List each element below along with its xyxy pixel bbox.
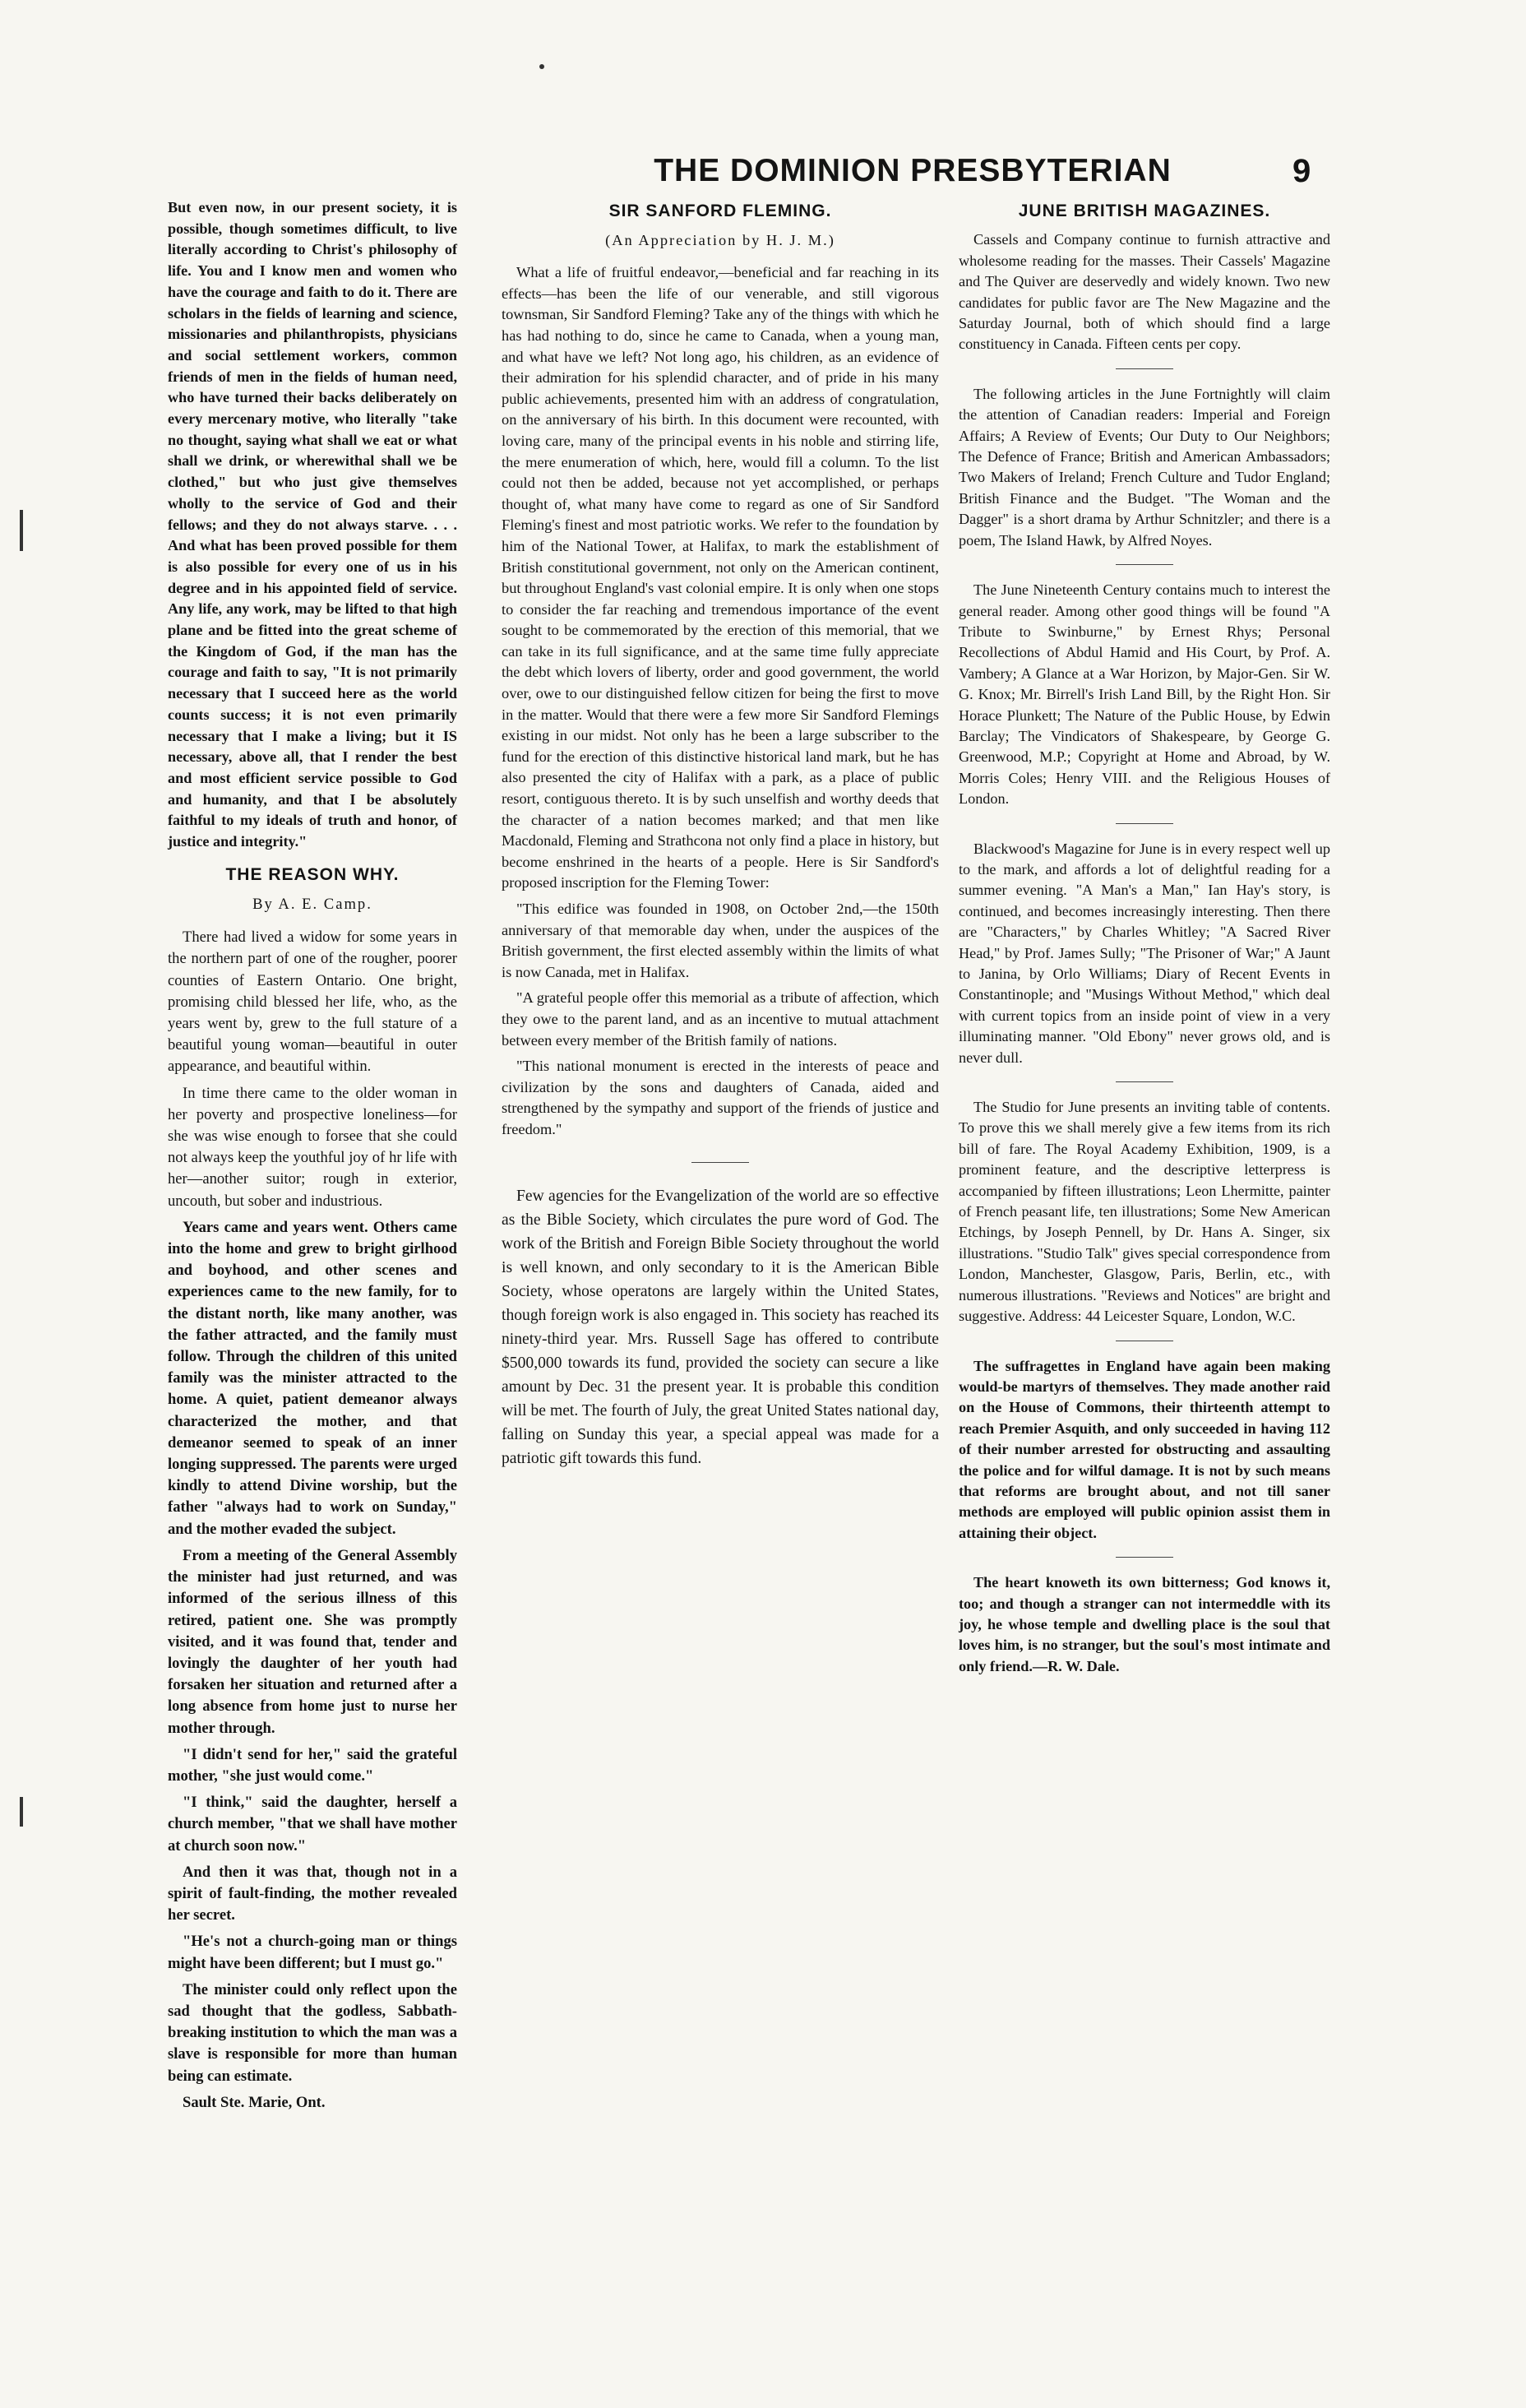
article-heading-magazines: JUNE BRITISH MAGAZINES. <box>1018 201 1271 220</box>
paragraph: From a meeting of the General Assembly the minister had just returned, and was informed of the serious illness of this retired, patient one. She was promptly visited, and it was found that, tender and lovingly the daughter of her youth had forsaken her situation and returned after a long absence from home just to nurse her mother through. <box>168 1546 457 1737</box>
article-heading-reason-why: THE REASON WHY. <box>225 864 400 884</box>
byline: (An Appreciation by H. J. M.) <box>605 231 835 248</box>
section-divider <box>1116 564 1173 565</box>
section-divider <box>1116 368 1173 369</box>
paragraph: And then it was that, though not in a spirit of fault-finding, the mother revealed her secret. <box>168 1863 457 1924</box>
section-divider <box>691 1162 749 1163</box>
scan-mark <box>20 1797 23 1827</box>
section-divider <box>1116 1557 1173 1558</box>
paragraph: The Studio for June presents an inviting table of contents. To prove this we shall merely give a few items from its rich bill of fare. The Royal Academy Exhibition, 1909, is a prominent feature, and the descriptive letterpress is accompanied by fifteen illustrations; Leon Lhermitte, painter of French peasant life, ten illustrations; Some New American Etchings, by Joseph Pennell, by Dr. Hans A. Singer, six illustrations. "Studio Talk" gives special correspondence from London, Manchester, Glasgow, Paris, Berlin, etc., with numerous illustrations. "Reviews and Notices" are bright and suggestive. Address: 44 Leicester Square, London, W.C. <box>959 1099 1330 1325</box>
paragraph: Blackwood's Magazine for June is in every respect well up to the mark, and affords a lot of delightful reading for a summer evening. "A Man's a Man," Ian Hay's story, is continued, and becomes increasingly interesting. Then there are "Characters," by Charles Whitley; "A Sacred River Head," by Prof. James Sully; "The Prisoner of War;" A Jaunt to Janina, by Orlo Williams; Diary of Recent Events in Constantinople; and "Musings Without Method," which deal with current topics from an inside point of view in a very illuminating manner. "Old Ebony" never grows old, and is never dull. <box>959 840 1330 1066</box>
section-divider <box>1116 1081 1173 1082</box>
paragraph: Few agencies for the Evangelization of the world are so effective as the Bible Society, which circulates the pure word of God. The work of the British and Foreign Bible Society throughout the world is well known, and only secondary to it is the American Bible Society, whose operatons are largely within the United States, though foreign work is also engaged in. This society has reached its ninety-third year. Mrs. Russell Sage has offered to contribute $500,000 towards its fund, provided the society can secure a like amount by Dec. 31 the present year. It is probable this condition will be met. The fourth of July, the great United States national day, falling on Sunday this year, a special appeal was made for a patriotic gift towards this fund. <box>502 1187 939 1467</box>
scan-mark <box>20 510 23 551</box>
paragraph: Cassels and Company continue to furnish attractive and wholesome reading for the masses. Their Cassels' Magazine and The Quiver are deservedly and widely known. Two new candidates for public favor are The New Magazine and the Saturday Journal, both of which should find a large constituency in Canada. Fifteen cents per copy. <box>959 231 1330 353</box>
paragraph: The heart knoweth its own bitterness; God knows it, too; and though a stranger can not intermeddle with its joy, he whose temple and dwelling place is the soul that loves him, is no stranger, but the soul's most intimate and only friend.—R. W. Dale. <box>959 1574 1330 1674</box>
paragraph: There had lived a widow for some years in the northern part of one of the rougher, poorer counties of Eastern Ontario. One bright, promising child blessed her life, who, as the years went by, grew to the full stature of a beautiful young woman—beautiful in outer appearance, and beautiful within. <box>168 928 457 1076</box>
column-right <box>959 197 1330 1682</box>
paragraph: What a life of fruitful endeavor,—beneficial and far reaching in its effects—has been the life of our venerable, and still vigorous townsman, Sir Sandford Fleming? Take any of the things with which he has had nothing to do, since he came to Canada, when a young man, and what have we left? Not long ago, his children, as an evidence of their admiration for his splendid character, and of pride in his many public achievements, presented him with an address of congratulation, on the anniversary of his birth. In this document were recounted, with loving care, many of the principal events in his noble and stirring life, the mere enumeration of which, here, would fill a column. To the list could not then be added, because not yet accomplished, or perhaps thought of, what many have come to regard as one of Sir Sandford Fleming's finest and most patriotic works. We refer to the foundation by him of the National Tower, at Halifax, to mark the establishment of British constitutional government, not only on the American continent, but throughout England's vast colonial empire. It is only when one stops to consider the far reaching and tremendous importance of the event sought to be commemorated by the erection of this memorial, that we can take in its full significance, and at the same time fully appreciate the debt which lovers of liberty, order and good government, the world over, owe to our distinguished fellow citizen for being the first to move in the matter. Would that there were a few more Sir Sandford Flemings existing in our midst. Not only has he been a large subscriber to the fund for the erection of this distinctive historical land mark, but he has also presented the city of Halifax with a park, as a place of public resort, contiguous thereto. It is by such unselfish and worthy deeds that the character of a nation becomes marked; and that men like Macdonald, Fleming and Strathcona not only find a place in history, but become enshrined in the hearts of a people. Here is Sir Sandford's proposed inscription for the Fleming Tower: <box>502 264 939 891</box>
paragraph: The following articles in the June Fortnightly will claim the attention of Canadian readers: Imperial and Foreign Affairs; A Review of Events; Our Duty to Our Neighbors; The Defence of France; British and American Ambassadors; Two Makers of Ireland; French Culture and Tudor England; British Finance and the Budget. "The Woman and the Dagger" is a short drama by Arthur Schnitzler; and there is a poem, The Island Hawk, by Alfred Noyes. <box>959 385 1330 549</box>
paragraph: "This edifice was founded in 1908, on October 2nd,—the 150th anniversary of that memorable day when, under the auspices of the British government, the first elected assembly within the limits of what is now Canada, met in Halifax. <box>502 901 939 980</box>
paragraph: "A grateful people offer this memorial as a tribute of affection, which they owe to the parent land, and as an incentive to mutual attachment between every member of the British family of nations. <box>502 989 939 1049</box>
masthead-title: THE DOMINION PRESBYTERIAN <box>654 153 1172 188</box>
scan-mark <box>539 64 544 69</box>
paragraph: "I think," said the daughter, herself a church member, "that we shall have mother at church soon now." <box>168 1794 457 1855</box>
paragraph: Years came and years went. Others came into the home and grew to bright girlhood and boyhood, and other scenes and experiences came to the new family, for to the distant north, like many another, was the father attracted, and the family must follow. Through the children of this united family was the minister attracted to the home. A quiet, patient demeanor always characterized the mother, and that demeanor seemed to speak of an inner longing suppressed. The parents were urged kindly to attend Divine worship, but the father "always had to work on Sunday," and the mother evaded the subject. <box>168 1218 457 1538</box>
column-middle <box>502 197 939 1475</box>
article-heading-fleming: SIR SANFORD FLEMING. <box>608 201 832 220</box>
paragraph: "I didn't send for her," said the grateful mother, "she just would come." <box>168 1745 457 1785</box>
paragraph: The minister could only reflect upon the sad thought that the godless, Sabbath-breaking institution to which the man was a slave is responsible for more than human being can estimate. <box>168 1980 457 2085</box>
paragraph: But even now, in our present society, it is possible, though sometimes difficult, to live literally according to Christ's philosophy of life. You and I know men and women who have the courage and faith to do it. There are scholars in the fields of learning and science, missionaries and philanthropists, physicians and social settlement workers, common friends of men in the fields of human need, who have turned their backs deliberately on every mercenary motive, who literally "take no thought, saying what shall we eat or what shall we drink, or wherewithal shall we be clothed," but who just give themselves wholly to the service of God and their fellows; and they do not always starve. . . . And what has been proved possible for them is also possible for every one of us in his degree and in his appointed field of service. Any life, any work, may be lifted to that high plane and be fitted into the great scheme of the Kingdom of God, if the man has the courage and faith to say, "It is not primarily necessary that I succeed here as the world counts success; it is not even primarily necessary that I make a living; but it IS necessary, above all, that I render the best and most efficient service possible to God and humanity, and that I be absolutely faithful to my ideals of truth and honor, of justice and integrity." <box>168 199 457 850</box>
paragraph: The suffragettes in England have again been making would-be martyrs of themselves. They made another raid on the House of Commons, their thirteenth attempt to reach Premier Asquith, and only succeeded in having 112 of their number arrested for obstructing and assaulting the police and for wilful damage. It is not by such means that reforms are brought about, and not till saner methods are employed will public opinion assist them in attaining their object. <box>959 1357 1330 1541</box>
paragraph: "This national monument is erected in the interests of peace and civilization by the sons and daughters of Canada, aided and strengthened by the sympathy and support of the friends of justice and freedom." <box>502 1058 939 1137</box>
section-divider <box>1116 823 1173 824</box>
signoff: Sault Ste. Marie, Ont. <box>183 2093 326 2111</box>
paragraph: "He's not a church-going man or things might have been different; but I must go." <box>168 1933 457 1972</box>
page-number: 9 <box>1292 153 1311 189</box>
column-left <box>168 197 457 2119</box>
paragraph: The June Nineteenth Century contains much to interest the general reader. Among other good things will be found "A Tribute to Swinburne," by Ernest Rhys; Personal Recollections of Abdul Hamid and His Court, by Prof. A. Vambery; A Glance at a War Horizon, by Major-Gen. Sir W. G. Knox; Mr. Birrell's Irish Land Bill, by the Right Hon. Sir Horace Plunkett; The Nature of the Public House, by Edwin Barclay; The Vindicators of Shakespeare, by George G. Greenwood, M.P.; Copyright at Home and Abroad, by W. Morris Coles; Henry VIII. and the Religious Houses of London. <box>959 581 1330 808</box>
byline: By A. E. Camp. <box>252 896 372 913</box>
paragraph: In time there came to the older woman in her poverty and prospective loneliness—for she was wise enough to forsee that she could not always keep the youthful joy of hr life with her—another suitor; rough in exterior, uncouth, but sober and industrious. <box>168 1084 457 1210</box>
